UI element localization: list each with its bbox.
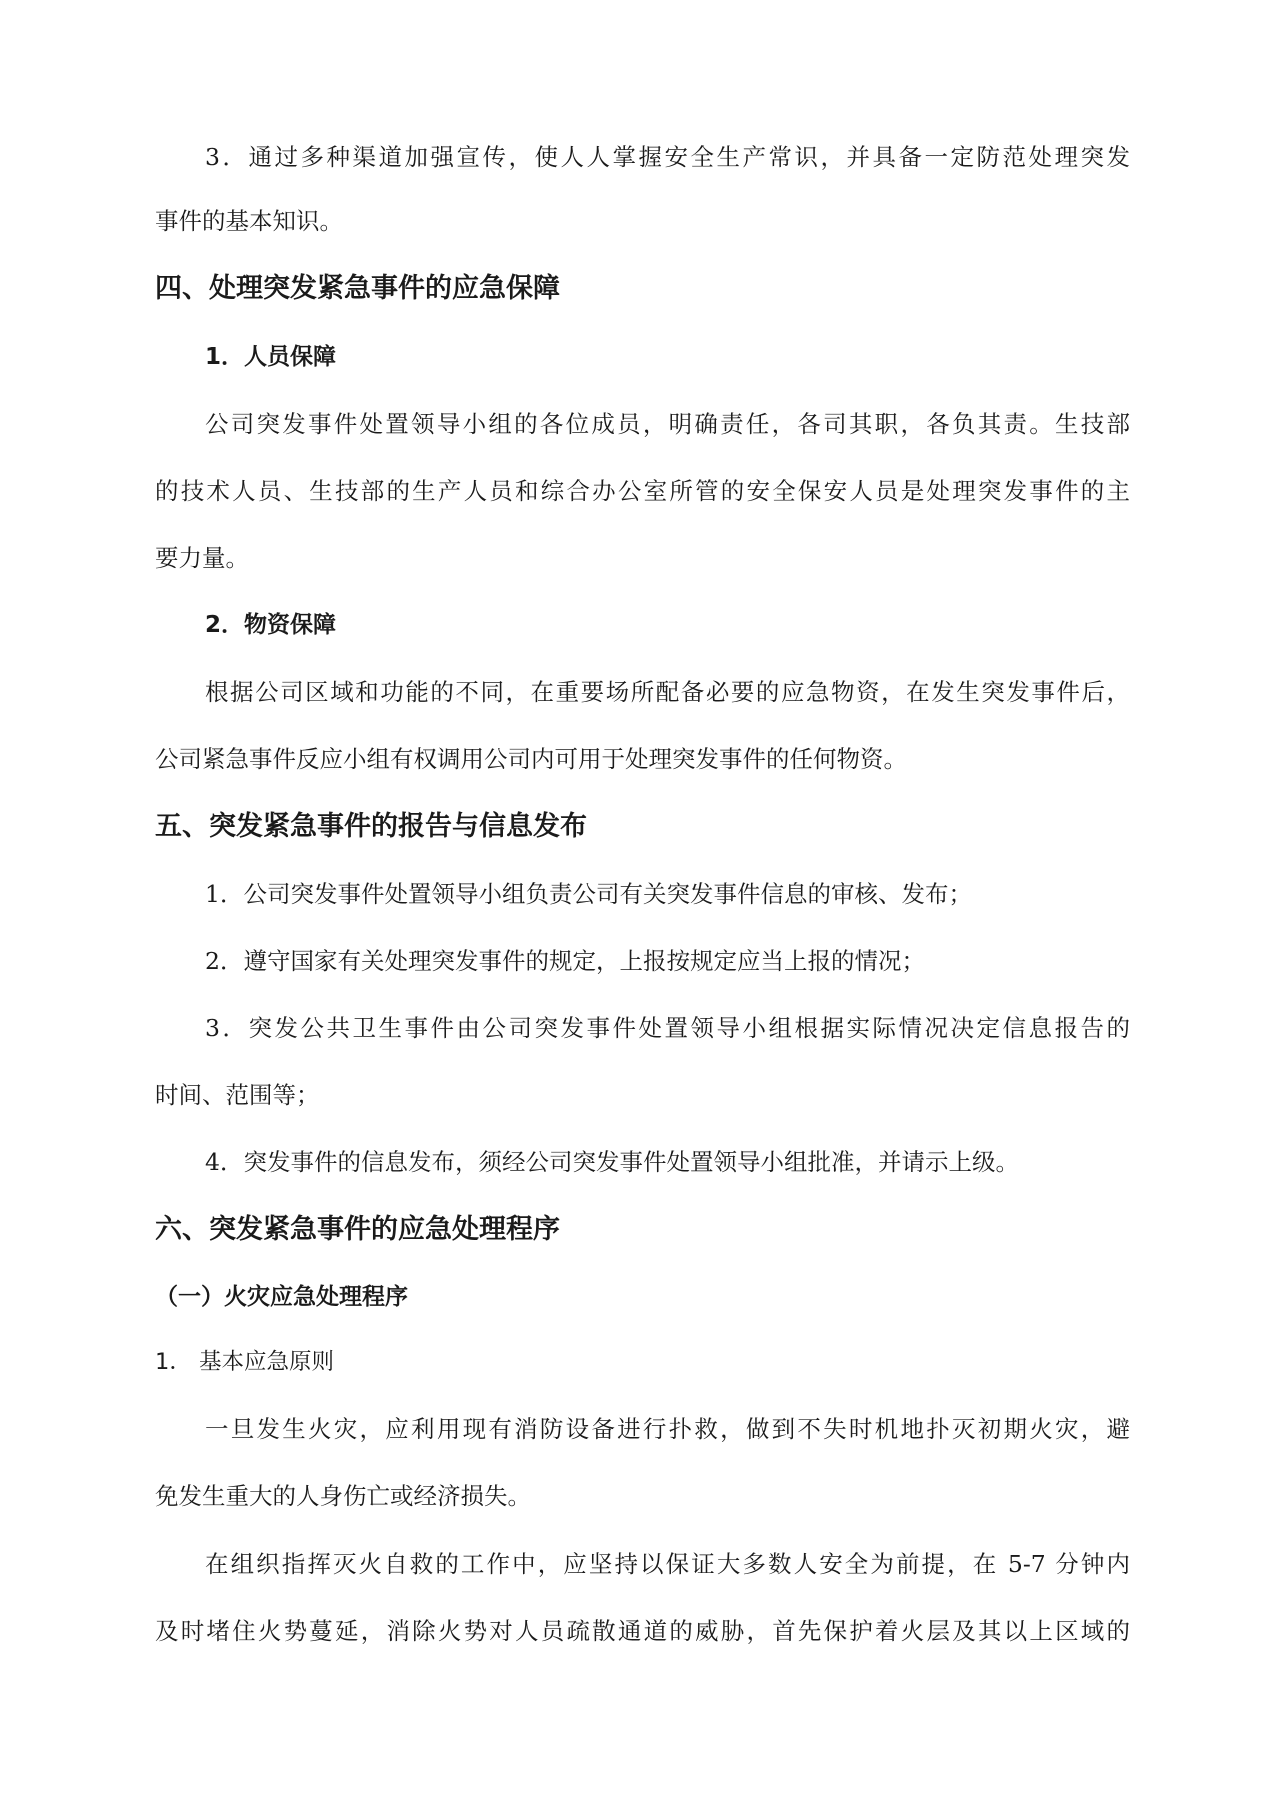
- personnel-heading: 1．人员保障: [205, 344, 337, 370]
- personnel-paragraph-line1: 公司突发事件处置领导小组的各位成员，明确责任，各司其职，各负其责。生技部: [205, 410, 1130, 438]
- section4-heading: 四、处理突发紧急事件的应急保障: [155, 273, 560, 304]
- principle-paragraph2-line1: 在组织指挥灭火自救的工作中，应坚持以保证大多数人安全为前提，在 5-7 分钟内: [205, 1550, 1130, 1578]
- principle-paragraph2-line2: 及时堵住火势蔓延，消除火势对人员疏散通道的威胁，首先保护着火层及其以上区域的: [155, 1617, 1130, 1645]
- personnel-paragraph-line3: 要力量。: [155, 544, 249, 572]
- fire-subheading: （一）火灾应急处理程序: [155, 1284, 408, 1310]
- principle-heading: 1． 基本应急原则: [155, 1349, 334, 1375]
- report-item-1: 1．公司突发事件处置领导小组负责公司有关突发事件信息的审核、发布；: [205, 880, 972, 908]
- material-heading: 2．物资保障: [205, 612, 337, 638]
- report-item-3-line1: 3．突发公共卫生事件由公司突发事件处置领导小组根据实际情况决定信息报告的: [205, 1014, 1130, 1042]
- principle-paragraph1-line2: 免发生重大的人身伤亡或经济损失。: [155, 1482, 531, 1510]
- section3-item3-line2: 事件的基本知识。: [155, 207, 343, 235]
- section5-heading: 五、突发紧急事件的报告与信息发布: [155, 811, 587, 842]
- report-item-4: 4．突发事件的信息发布，须经公司突发事件处置领导小组批准，并请示上级。: [205, 1148, 1019, 1176]
- material-paragraph-line1: 根据公司区域和功能的不同，在重要场所配备必要的应急物资，在发生突发事件后，: [205, 678, 1130, 706]
- section6-heading: 六、突发紧急事件的应急处理程序: [155, 1214, 560, 1245]
- report-item-3-line2: 时间、范围等；: [155, 1081, 320, 1109]
- personnel-paragraph-line2: 的技术人员、生技部的生产人员和综合办公室所管的安全保安人员是处理突发事件的主: [155, 477, 1130, 505]
- report-item-2: 2．遵守国家有关处理突发事件的规定，上报按规定应当上报的情况；: [205, 947, 925, 975]
- material-paragraph-line2: 公司紧急事件反应小组有权调用公司内可用于处理突发事件的任何物资。: [155, 745, 907, 773]
- section3-item3-line1: 3．通过多种渠道加强宣传，使人人掌握安全生产常识，并具备一定防范处理突发: [205, 143, 1130, 171]
- principle-paragraph1-line1: 一旦发生火灾，应利用现有消防设备进行扑救，做到不失时机地扑灭初期火灾，避: [205, 1415, 1130, 1443]
